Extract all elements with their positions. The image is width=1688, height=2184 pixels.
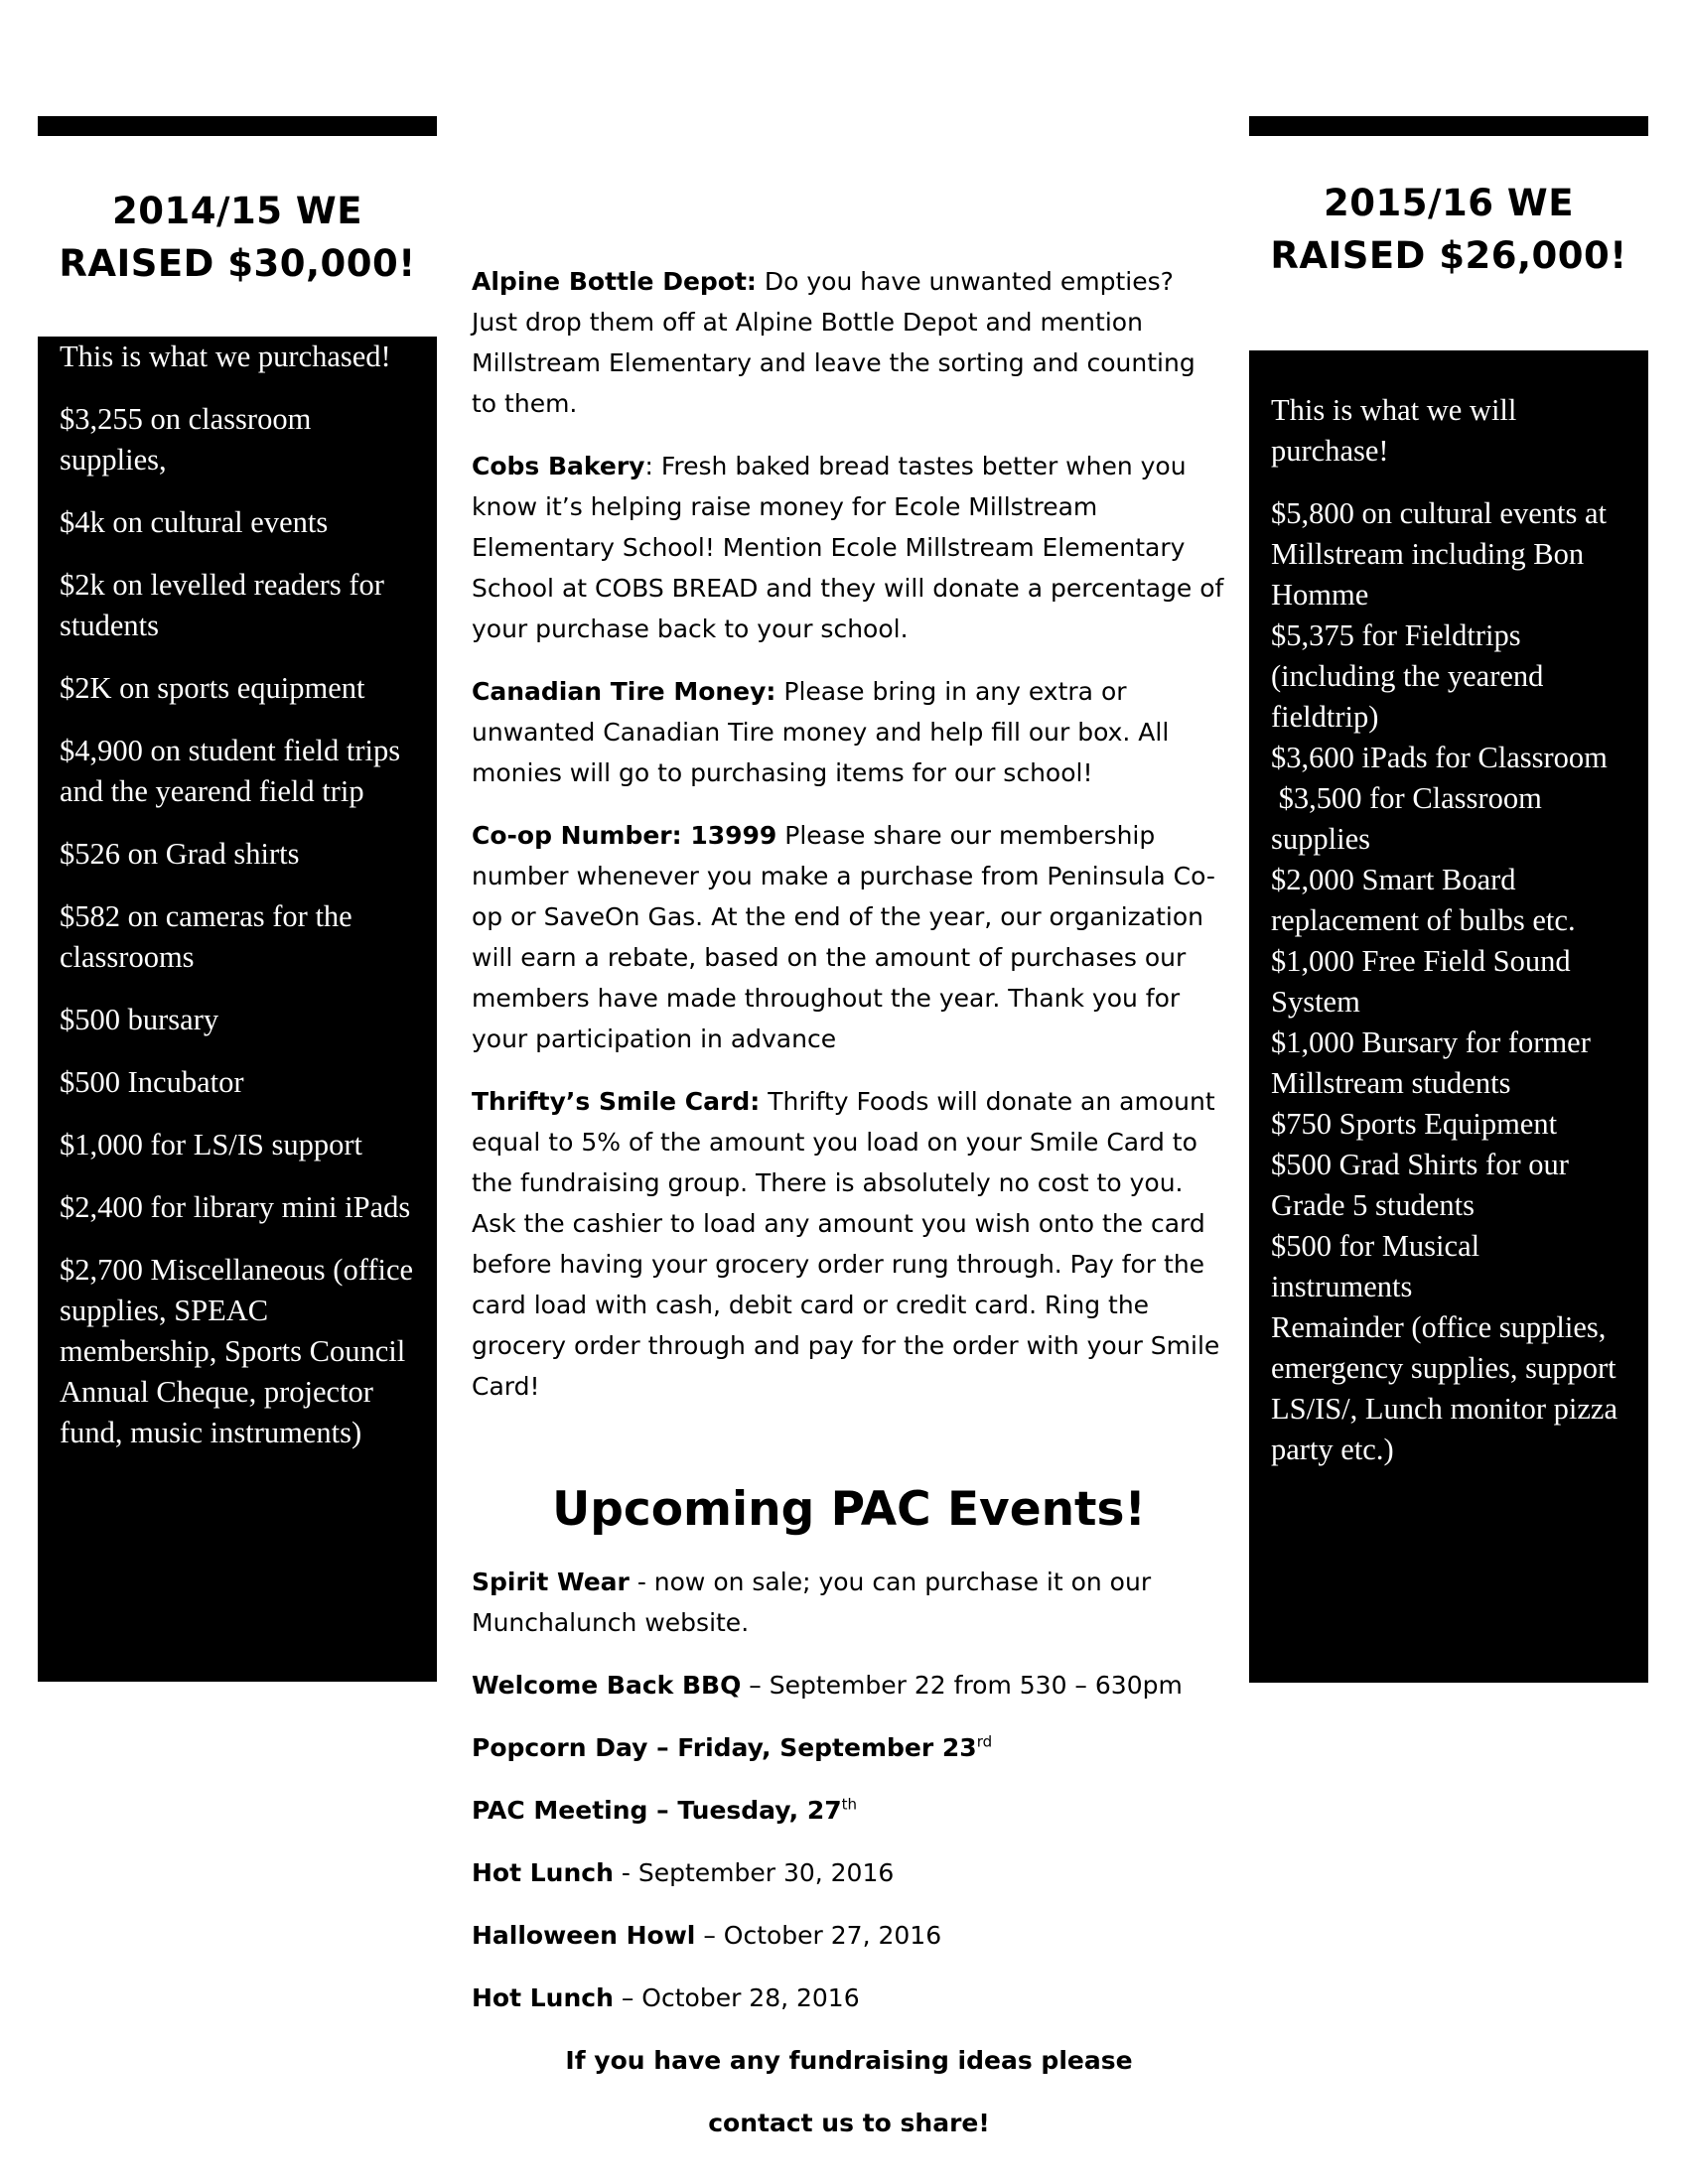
purchase-item: $2,400 for library mini iPads xyxy=(60,1190,411,1224)
event-label: Spirit Wear xyxy=(472,1568,630,1596)
planned-item: $5,375 for Fieldtrips (including the yearend fieldtrip) xyxy=(1271,618,1544,734)
right-top-bar xyxy=(1249,116,1648,136)
fundraiser-label: Cobs Bakery xyxy=(472,452,645,480)
event-label: Welcome Back BBQ xyxy=(472,1671,742,1700)
event-item xyxy=(472,1915,1226,1956)
fundraiser-canadian-tire xyxy=(472,671,1226,793)
left-top-bar xyxy=(38,116,437,136)
fundraiser-text: Please bring in any extra or unwanted Canadian Tire money and help fill our box. All monies will go to purchasing items for our school! xyxy=(472,677,1170,787)
planned-item: Remainder (office supplies, emergency supplies, support LS/IS/, Lunch monitor pizza party etc.) xyxy=(1271,1310,1618,1466)
purchase-item: $500 Incubator xyxy=(60,1065,244,1099)
fundraiser-label: Co-op Number: 13999 xyxy=(472,821,777,850)
event-item xyxy=(472,1978,1226,2018)
purchase-item: $4,900 on student field trips and the yearend field trip xyxy=(60,734,401,808)
event-label: Hot Lunch xyxy=(472,1983,614,2012)
fundraiser-label: Thrifty’s Smile Card: xyxy=(472,1087,761,1116)
planned-item: $2,000 Smart Board replacement of bulbs etc. xyxy=(1271,863,1576,937)
event-text: - now on sale; you can purchase it on our Munchalunch website. xyxy=(472,1568,1152,1637)
fundraiser-text: : Fresh baked bread tastes better when you know it’s helping raise money for Ecole Millstream Elementary School! Mention Ecole Millstream Elementary School at COBS BREAD and they will donate a percentage of your purchase back to your school. xyxy=(472,452,1224,643)
planned-item: $5,800 on cultural events at Millstream including Bon Homme xyxy=(1271,496,1607,612)
purchase-item: $1,000 for LS/IS support xyxy=(60,1128,362,1161)
fundraiser-thriftys xyxy=(472,1081,1226,1407)
event-suffix: rd xyxy=(976,1732,993,1751)
planned-item: $1,000 Bursary for former Millstream students xyxy=(1271,1025,1591,1100)
planned-item: $500 Grad Shirts for our Grade 5 students xyxy=(1271,1148,1569,1222)
fundraiser-coop xyxy=(472,815,1226,1059)
right-title-line-1: 2015/16 WE xyxy=(1324,182,1574,224)
planned-item: $1,000 Free Field Sound System xyxy=(1271,944,1571,1019)
fundraiser-text: Thrifty Foods will donate an amount equal to 5% of the amount you load on your Smile Card to the fundraising group. There is absolutely no cost to you. Ask the cashier to load any amount you wish onto the card before having your grocery order rung through. Pay for the card load with cash, debit card or credit card. Ring the grocery order through and pay for the order with your Smile Card! xyxy=(472,1087,1220,1401)
event-item xyxy=(472,1790,1226,1831)
fundraiser-alpine xyxy=(472,261,1226,424)
purchase-item: $2,700 Miscellaneous (office supplies, SPEAC membership, Sports Council Annual Cheque, projector fund, music instruments) xyxy=(60,1253,414,1449)
planned-item: $750 Sports Equipment xyxy=(1271,1107,1558,1141)
planned-item: $3,500 for Classroom supplies xyxy=(1271,781,1550,856)
purchase-item: $3,255 on classroom supplies, xyxy=(60,402,312,477)
event-label: PAC Meeting – Tuesday, 27 xyxy=(472,1796,842,1825)
purchase-item: $500 bursary xyxy=(60,1003,219,1036)
center-column xyxy=(472,261,1226,2165)
fundraiser-text: Do you have unwanted empties? Just drop them off at Alpine Bottle Depot and mention Millstream Elementary and leave the sorting and counting to them. xyxy=(472,267,1196,418)
purchase-item: This is what we purchased! xyxy=(60,340,391,373)
event-label: Hot Lunch xyxy=(472,1858,614,1887)
purchase-item: $526 on Grad shirts xyxy=(60,837,300,871)
event-text: – October 27, 2016 xyxy=(695,1921,942,1950)
left-column-title xyxy=(38,185,437,290)
purchase-intro: This is what we will purchase! xyxy=(1271,393,1517,468)
event-text: – September 22 from 530 – 630pm xyxy=(741,1671,1183,1700)
event-item xyxy=(472,1665,1226,1706)
left-title-line-2: RAISED $30,000! xyxy=(59,242,416,285)
planned-item: $500 for Musical instruments xyxy=(1271,1229,1480,1303)
event-label: Popcorn Day – Friday, September 23 xyxy=(472,1733,977,1762)
right-column-title xyxy=(1249,177,1648,282)
event-item xyxy=(472,1727,1226,1768)
purchase-item: $2k on levelled readers for students xyxy=(60,568,384,642)
event-suffix: th xyxy=(841,1795,858,1814)
planned-item: $3,600 iPads for Classroom xyxy=(1271,741,1608,774)
fundraiser-label: Alpine Bottle Depot: xyxy=(472,267,757,296)
fundraiser-text: Please share our membership number whenever you make a purchase from Peninsula Co-op or SaveOn Gas. At the end of the year, our organization will earn a rebate, based on the amount of purchases our members have made throughout the year. Thank you for your participation in advance xyxy=(472,821,1215,1053)
event-label: Halloween Howl xyxy=(472,1921,696,1950)
event-item xyxy=(472,1562,1226,1643)
purchase-item: $582 on cameras for the classrooms xyxy=(60,899,352,974)
purchases-2014-box xyxy=(38,337,437,1682)
closing-line-1: If you have any fundraising ideas please xyxy=(565,2046,1133,2075)
purchase-item: $2K on sports equipment xyxy=(60,671,365,705)
event-item xyxy=(472,1852,1226,1893)
left-title-line-1: 2014/15 WE xyxy=(112,190,362,232)
closing-line-2: contact us to share! xyxy=(708,2109,990,2137)
event-text: - September 30, 2016 xyxy=(613,1858,895,1887)
right-title-line-2: RAISED $26,000! xyxy=(1270,234,1627,277)
purchase-item: $4k on cultural events xyxy=(60,505,329,539)
purchases-2015-box xyxy=(1249,350,1648,1683)
fundraiser-cobs xyxy=(472,446,1226,649)
fundraiser-label: Canadian Tire Money: xyxy=(472,677,776,706)
event-text: – October 28, 2016 xyxy=(613,1983,860,2012)
events-heading: Upcoming PAC Events! xyxy=(552,1482,1146,1537)
